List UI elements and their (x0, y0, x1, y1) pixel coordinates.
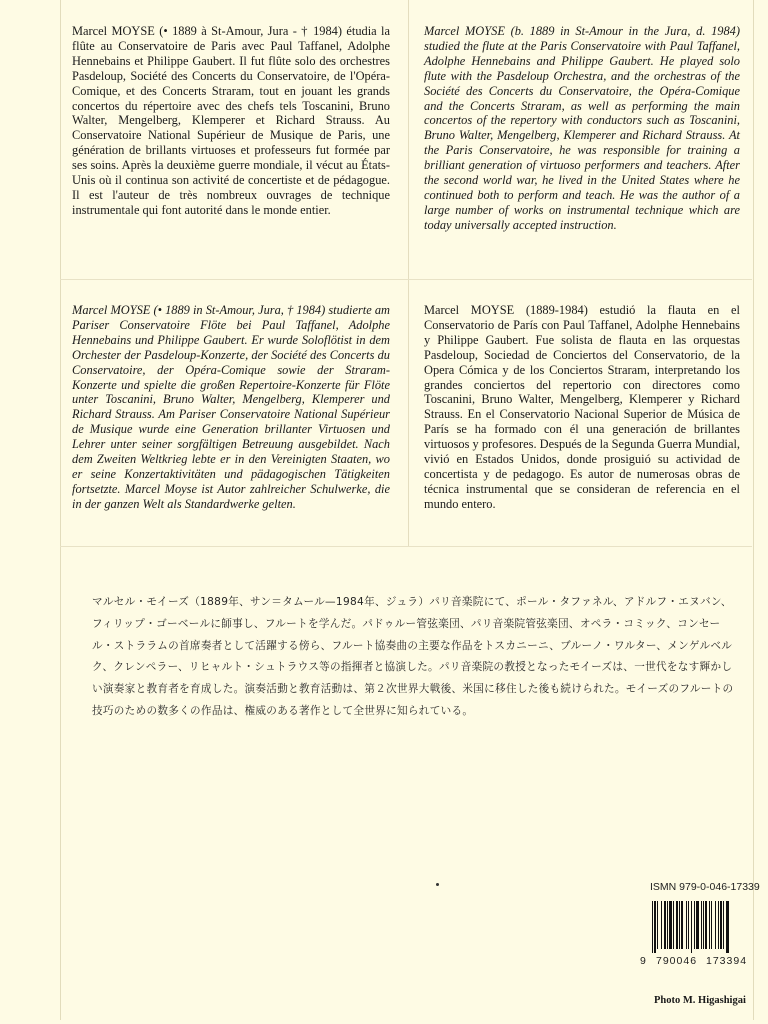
barcode-digit-lead: 9 (640, 955, 647, 967)
barcode-bar (676, 901, 678, 949)
barcode-bar (652, 901, 653, 953)
barcode-bar (696, 901, 699, 949)
barcode-bar (691, 901, 692, 953)
bio-english: Marcel MOYSE (b. 1889 in St-Amour in the Jura, d. 1984) studied the flute at the Paris Conservatoire with Paul Taffanel, Adolphe Hennebains and Philippe Gaubert. He played solo flute with the Pasdeloup Orchestra, and the orchestras of the Société des Concerts du Conservatoire, the Opéra-Comique and the Concerts Straram, as well as performing the main concertos of the repertory with conductors such as Toscanini, Bruno Walter, Mengelberg, Klemperer and Richard Strauss. At the Paris Conservatoire, he was responsible for training a brilliant generation of virtuoso performers and teachers. After the second world war, he lived in the United States where he continued both to perform and teach. He was the author of a large number of works on instrumental technique which are today universally accepted instruction. (424, 24, 740, 232)
section-divider (60, 279, 752, 280)
section-divider (60, 546, 752, 547)
column-divider (408, 0, 409, 546)
barcode-bar (679, 901, 680, 949)
bio-japanese: マルセル・モイーズ（1889年、サン＝タムール—1984年、ジュラ）パリ音楽院にて、ポール・タファネル、アドルフ・エヌバン、フィリップ・ゴーベールに師事し、フルートを学んだ。パドゥルー管弦楽団、パリ音楽院管弦楽団、オペラ・コミック、コンセール・ストララムの首席奏者として活躍する傍ら、フルート協奏曲の主要な作品をトスカニーニ、ブルーノ・ワルター、メンゲルベルク、クレンペラー、リヒャルト・シュトラウス等の指揮者と協演した。パリ音楽院の教授となったモイーズは、一世代をなす輝かしい演奏家と教育者を育成した。演奏活動と教育活動は、第２次世界大戦後、米国に移住した後も続けられた。モイーズのフルートの技巧のための数多くの作品は、権威のある著作として全世界に知られている。 (92, 596, 734, 717)
barcode-bar (701, 901, 702, 949)
photo-credit: Photo M. Higashigai (654, 995, 746, 1006)
barcode-bar (654, 901, 656, 953)
barcode-digits-left: 790046 (656, 955, 698, 967)
bio-spanish: Marcel MOYSE (1889-1984) estudió la flauta en el Conservatorio de París con Paul Taffanel, Adolphe Hennebains y Philippe Gaubert. Fue solista de flauta en las orquestas Pasdeloup, Sociedad de Conciertos del Conservatorio, de la Opera Cómica y de los Conciertos Straram, interpretando los grandes conciertos del repertorio con directores como Toscanini, Bruno Walter, Mengelberg, Klemperer y Richard Strauss. En el Conservatorio Nacional Superior de Música de París se ha formado con él una generación de brillantes virtuosos y profesores. Después de la Segunda Guerra Mundial, vivió en Estados Unidos, donde prosiguió su actividad de concertista y de pedagogo. Es autor de numerosas obras de técnica instrumental que se consideran de referencia en el mundo entero. (424, 303, 740, 511)
barcode-bar (723, 901, 724, 949)
barcode-bar (686, 901, 687, 949)
barcode-bar (705, 901, 707, 949)
barcode-bar (709, 901, 710, 949)
barcode-bar (726, 901, 729, 953)
center-dot (436, 883, 439, 886)
barcode-bar (688, 901, 689, 949)
barcode (650, 901, 754, 953)
barcode-bar (718, 901, 719, 949)
barcode-bar (664, 901, 666, 949)
barcode-bar (657, 901, 658, 949)
bio-german: Marcel MOYSE (• 1889 in St-Amour, Jura, † 1984) studierte am Pariser Conservatoire Flöte bei Paul Taffanel, Adolphe Hennebains und Philippe Gaubert. Er wurde Soloflötist in dem Orchester der Pasdeloup-Konzerte, der Société des Concerts du Conservatoire, der Opéra-Comique sowie der Straram-Konzerte und spielte die großen Repertoire-Konzerte für Flöte unter Toscanini, Bruno Walter, Mengelberg, Klemperer und Richard Strauss. Am Pariser Conservatoire National Supérieur de Musique wurde eine Generation brillanter Virtuosen und Lehrer unter seiner sorgfältigen Betreuung ausgebildet. Nach dem Zweiten Weltkrieg lebte er in den Vereinigten Staaten, wo er seine Konzertaktivitäten und pädagogischen Tätigkeiten fortsetzte. Marcel Moyse ist Autor zahlreicher Schulwerke, die in der ganzen Welt als Standardwerke gelten. (72, 303, 390, 511)
barcode-digits-right: 173394 (706, 955, 748, 967)
barcode-bar (703, 901, 704, 949)
barcode-bar (661, 901, 662, 949)
barcode-bar (681, 901, 683, 949)
barcode-bar (667, 901, 668, 949)
isbn-label: ISMN 979-0-046-17339 (650, 881, 760, 893)
barcode-bar (694, 901, 695, 949)
barcode-bar (720, 901, 722, 949)
barcode-bar (711, 901, 712, 949)
barcode-bar (669, 901, 672, 949)
barcode-bar (673, 901, 674, 949)
barcode-bar (715, 901, 716, 949)
bio-french: Marcel MOYSE (• 1889 à St-Amour, Jura - † 1984) étudia la flûte au Conservatoire de Paris avec Paul Taffanel, Adolphe Hennebains et Philippe Gaubert. Il fut flûte solo des orchestres Pasdeloup, Société des Concerts du Conservatoire, de l'Opéra-Comique, et des Concerts Straram, tout en jouant les grands concertos du répertoire avec des chefs tels Toscanini, Bruno Walter, Mengelberg, Klemperer et Richard Strauss. Au Conservatoire National Supérieur de Musique de Paris, une génération de brillants virtuoses et professeurs fut formée par ses soins. Après la deuxième guerre mondiale, il vécut au États-Unis où il continua son activité de concertiste et de pédagogue. Il est l'auteur de très nombreux ouvrages de technique instrumentale qui font autorité dans le monde entier. (72, 24, 390, 217)
